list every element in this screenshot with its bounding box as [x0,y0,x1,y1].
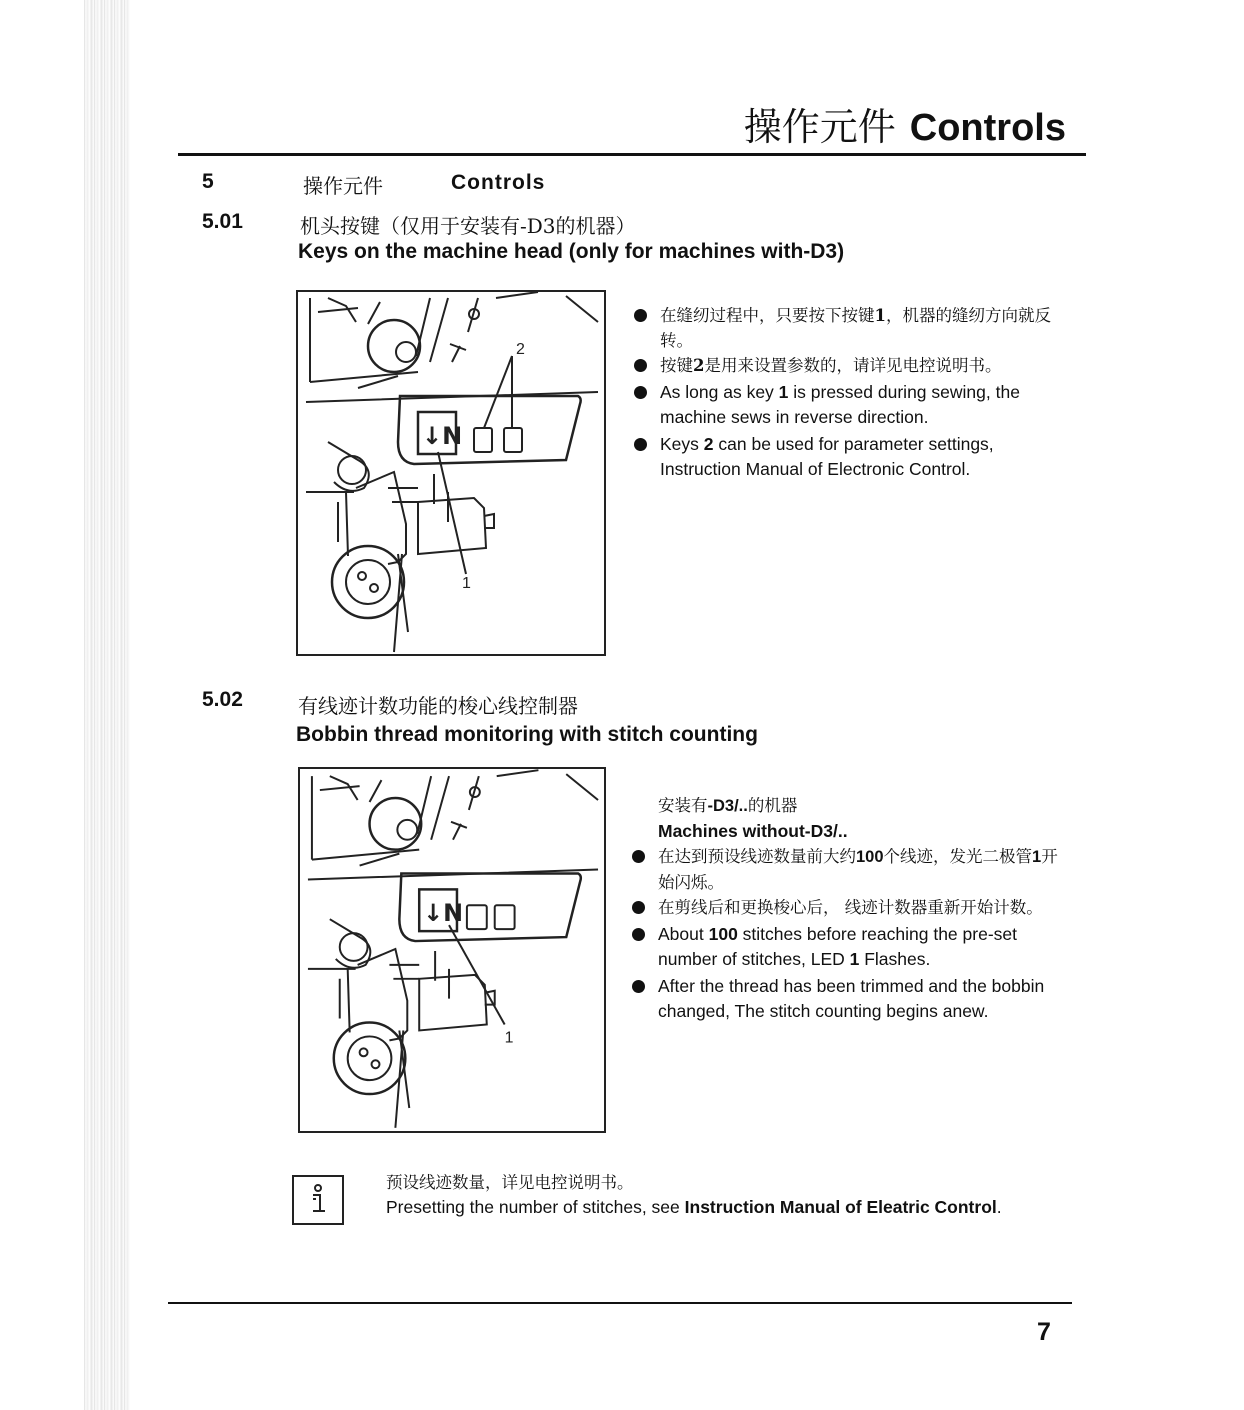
section-501-title-cn: 机头按键（仅用于安装有-D3的机器） [300,214,636,238]
sub-heading-502-cn: 安装有-D3/..的机器 [658,796,798,815]
reverse-key-symbol-2: ↓N [423,899,464,928]
bullet-502-4-en: After the thread has been trimmed and the bobbin changed, The stitch counting begins anew. [630,974,1070,1024]
callout-1: 1 [462,575,471,592]
page-header-title [744,96,1066,151]
reverse-key-symbol-1: ↓N [422,422,463,450]
info-icon [292,1175,344,1225]
page-number: 7 [1037,1318,1051,1346]
section-501-bullets [632,303,1072,482]
bullet-dot [634,309,647,322]
bullet-502-3-en: About 100 stitches before reaching the pre-set number of stitches, LED 1 Flashes. [630,922,1070,972]
scan-edge-artifact [84,0,130,1410]
bullet-501-3-en: As long as key 1 is pressed during sewing, the machine sews in reverse direction. [632,380,1072,430]
bullet-502-2-cn: 在剪线后和更换梭心后， 线迹计数器重新开始计数。 [630,895,1070,920]
footer-rule [168,1302,1072,1304]
bullet-dot [634,359,647,372]
bullet-dot [634,438,647,451]
section-5-number: 5 [202,170,214,193]
info-note-en: Presetting the number of stitches, see Instruction Manual of Eleatric Control. [386,1197,1002,1217]
section-502-bullets [630,793,1070,1024]
section-501-number: 5.01 [202,210,243,233]
callout-2: 2 [516,341,525,358]
bullet-dot [632,850,645,863]
bullet-dot [632,980,645,993]
header-title-en: Controls [909,107,1066,149]
machine-head-figure-2 [298,767,606,1133]
bullet-501-2-cn: 按键2是用来设置参数的，请详见电控说明书。 [632,353,1072,378]
section-502-title-en: Bobbin thread monitoring with stitch counting [296,723,758,746]
section-501-title-en: Keys on the machine head (only for machines with-D3) [298,240,845,263]
info-note-cn: 预设线迹数量，详见电控说明书。 [386,1173,634,1192]
bullet-501-1-cn: 在缝纫过程中，只要按下按键1，机器的缝纫方向就反转。 [632,303,1072,353]
machine-head-figure-1 [296,290,606,656]
bullet-502-1-cn: 在达到预设线迹数量前大约100个线迹，发光二极管1开始闪烁。 [630,844,1070,895]
bullet-dot [632,928,645,941]
info-note [386,1170,1002,1220]
section-502-number: 5.02 [202,688,243,711]
bullet-501-4-en: Keys 2 can be used for parameter settings, Instruction Manual of Electronic Control. [632,432,1072,482]
section-502-title-cn: 有线迹计数功能的梭心线控制器 [298,694,578,718]
section-5-title-en: Controls [451,171,546,194]
section-5-title-cn: 操作元件 [303,174,383,198]
header-rule [178,153,1086,156]
machine-head-drawing-1 [298,292,604,654]
header-title-cn: 操作元件 [743,105,896,149]
sub-heading-502-en: Machines without-D3/.. [658,821,848,841]
bullet-dot [632,901,645,914]
callout-1-fig2: 1 [504,1029,514,1047]
bullet-dot [634,386,647,399]
machine-head-drawing-2 [300,769,604,1131]
